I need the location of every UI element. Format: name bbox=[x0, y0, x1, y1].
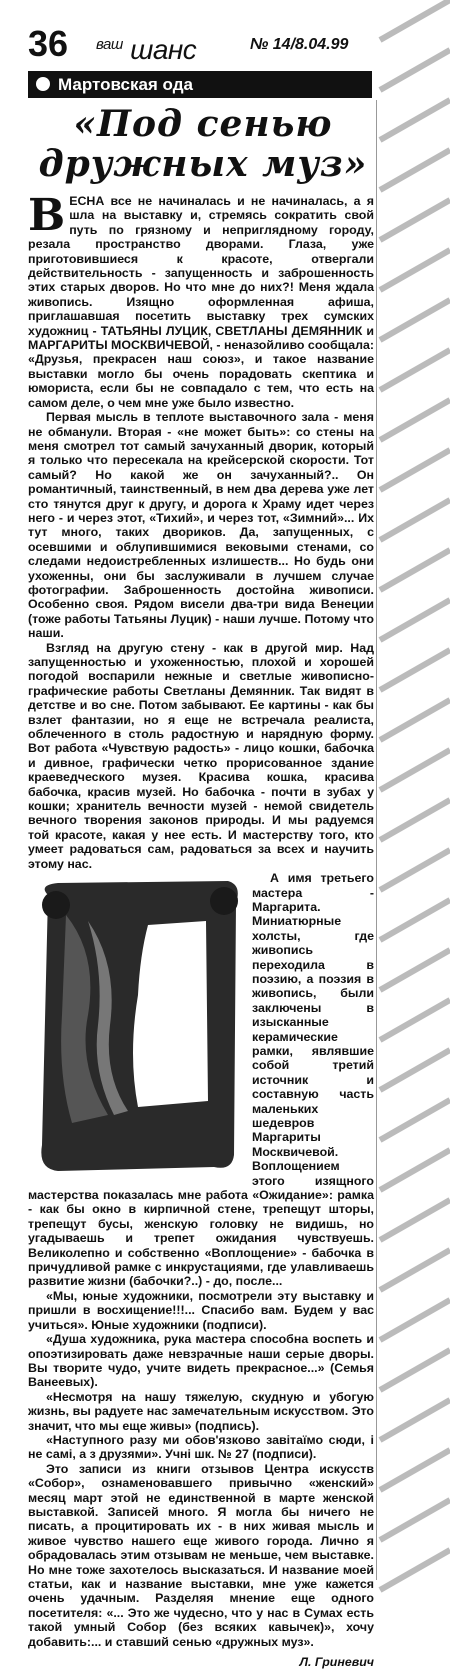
ceramic-frame-photo bbox=[28, 875, 244, 1175]
paragraph-1-text: ЕСНА все не начиналась и не начиналась, а я шла на выставку и, стремясь сократить свой путь по грязному и неприглядному городу, резала пространство дворами. Глаза, уже приготовившиеся к красоте, отвергали действительность - запущенность и заброшенность этих старых дворов. Но что мне до них?! Меня ждала живопись. Изящно оформленная афиша, приглашавшая посетить выставку трех сумских художниц - ТАТЬЯНЫ ЛУЦИК, СВЕТЛАНЫ ДЕМЯННИК и МАРГАРИТЫ МОСКВИЧЕВОЙ, - неназойливо сообщала: «Друзья, прекрасен наш союз», и такое название выставки могло бы очень порадовать скептика и юмориста, если бы не совпадало с тем, что есть на самом деле, о чем мне уже было известно. bbox=[28, 194, 374, 410]
paragraph-4: А имя третьего мастера - Маргарита. Миниатюрные холсты, где живопись переходила в поэзию, а поэзия в живопись, были заключены в изысканные керамические рамки, являвшие собой третий источник и составную часть маленьких шедевров Маргариты Москвичевой. Воплощением этого изящного мастерства показалась мне работа «Ожидание»: рамка - как бы окно в кирпичной стене, трепещут шторы, трепещут бусы, женскую головку не видишь, но угадываешь и трепет ожидания чувствуешь. Великолепно и собственно «Воплощение» - бабочка в причудливой рамке с инкрустациями, где улавливаешь развитие жизни (бабочки?..) - до, после... bbox=[28, 871, 374, 1289]
paragraph-8: «Наступного разу ми обов'язково завітаїмо сюди, і не самі, а з друзями». Учні шк. № 27 (подписи). bbox=[28, 1432, 374, 1462]
paragraph-7: «Несмотря на нашу тяжелую, скудную и убогую жизнь, вы радуете нас замечательным искусством. Это значит, что мы еще живы» (подпись). bbox=[28, 1389, 374, 1433]
paragraph-9: Это записи из книги отзывов Центра искусств «Собор», ознаменовавшего привычно «женский» месяц март этой не единственной в марте женской выставкой. Записей много. Я могла бы ничего не писать, а процитировать их - в них живая мысль и живое чувство нашего еще живого города. Лично я обрадовалась этим отзывам не меньше, чем выставке. Но мне тоже захотелось высказаться. И название моей статьи, как и название выставки, мне уже кажется очень удачным. Разделяя мнение еще одного посетителя: «... Это же чудесно, что у нас в Сумах есть такой умный Собор (без всяких кавычек)», хочу добавить:... и ставший сенью «дружных муз». bbox=[28, 1461, 374, 1649]
article-headline bbox=[30, 104, 376, 184]
publication-title: шанс bbox=[130, 34, 197, 65]
frame-window bbox=[133, 921, 208, 1107]
paragraph-1 bbox=[28, 190, 374, 410]
paragraph-3: Взгляд на другую стену - как в другой мир. Над запущенностью и ухоженностью, плохой и хорошей погодой воспарили нежные и светлые живописно-графические работы Светланы Демянник. Так видят в детстве и во сне. Потом забывают. Ее картины - как бы взлет фантазии, но я еще не встречала реалиста, облеченного в столь радостную и нарядную форму. Вот работа «Чувствую радость» - лицо кошки, бабочка и дивное, графически четко прорисованное здание краеведческого музея. Красива кошка, красива бабочка, красив музей. Но бабочка - почти в зубах у кошки; хранитель вечности музей - немой свидетель вечного творения законов природы. И мы радуемся той красоте, какая у нее есть. И мастерству того, кто умеет радоваться сам, радоваться за всех и научить этому нас. bbox=[28, 640, 374, 871]
paragraph-2: Первая мысль в теплоте выставочного зала - меня не обманули. Вторая - «не может быть»: со стены на меня смотрел тот самый зачуханный дворик, который я только что пересекала на крейсерской скорости. Тот самый? Но какой же он зачуханный?.. Он романтичный, таинственный, в нем два дерева уже лет сто тянутся друг к другу, и дорога к Храму идет через него - и через этот, «Тихий», и через тот, «Зимний»... Их тут много, таких двориков. Да, запущенных, с осевшими и облупившимися вековыми стенами, со следами недоистребленных излишеств... Но будь они ухоженны, они бы заслуживали в лучшем случае фотографии. Заброшенность достойна живописи. Особенно своя. Рядом висели два-три вида Венеции (тоже работы Татьяны Луцик) - наши лучше. Потому что наши. bbox=[28, 410, 374, 641]
adjacent-page-edge bbox=[380, 0, 450, 1596]
paragraph-5: «Мы, юные художники, посмотрели эту выставку и пришли в восхищение!!!... Спасибо вам. Будем у вас учиться». Юные художники (подписи). bbox=[28, 1288, 374, 1332]
column-divider bbox=[376, 100, 377, 1580]
rubric-bar bbox=[28, 71, 372, 98]
masthead bbox=[28, 24, 388, 68]
frame-knob-right bbox=[210, 887, 238, 915]
adjacent-page-stripes bbox=[380, 0, 450, 1590]
frame-knob-left bbox=[42, 891, 70, 919]
publication-name bbox=[96, 30, 196, 65]
ceramic-frame-illustration bbox=[28, 875, 244, 1175]
headline-line-2: дружных муз» bbox=[38, 143, 368, 185]
rubric-label: Мартовская ода bbox=[58, 75, 193, 94]
issue-number: № 14/8.04.99 bbox=[250, 36, 349, 53]
publication-small: ваш bbox=[96, 36, 123, 53]
page-number: 36 bbox=[28, 23, 69, 64]
author-signature: Л. Гриневич bbox=[299, 1655, 374, 1669]
drop-cap: В bbox=[28, 190, 66, 241]
bullet-icon bbox=[36, 77, 50, 91]
article-body bbox=[28, 190, 374, 1669]
headline-line-1: «Под сенью bbox=[73, 103, 333, 145]
paragraph-6: «Душа художника, рука мастера способна воспеть и опоэтизировать даже невзрачные наши серые дворы. Вы творите чудо, учите видеть прекрасное...» (Семья Ванеевых). bbox=[28, 1332, 374, 1390]
